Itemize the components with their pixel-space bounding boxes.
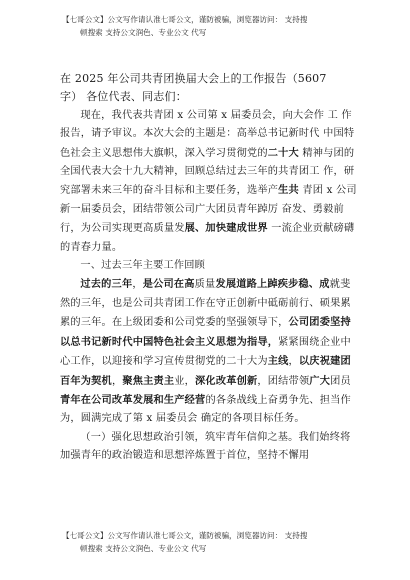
p2-text-u: 的各条战线上奋勇争先、担当作为，圆满完成了第 x 届委员会 确定的各项目标任务。	[60, 394, 351, 425]
p2-bold-k: 以庆祝建团百年为契机	[60, 355, 351, 387]
p2-text-q: ，团结带领	[257, 375, 310, 387]
p1-bold-b: 二十大	[267, 146, 299, 159]
paragraph-intro	[60, 107, 360, 257]
document-body	[60, 70, 360, 466]
p2-text-n: 业，	[174, 375, 196, 387]
p2-bold-a: 过去的三年	[80, 278, 133, 291]
p2-text-b: ，	[132, 279, 143, 291]
footer-line-2: 顿搜索 支持公文润色、专业公文 代写	[80, 543, 207, 553]
p2-text-d: 质量	[194, 279, 216, 291]
p2-bold-i: 主线	[267, 355, 289, 368]
p1-text-e: 青团 x 公司新一届委员会，团结带领公司广大团员青年踔厉 奋发、勇毅前行，为公司实现更高质量发	[60, 185, 357, 235]
p2-text-f: 就斐然的三年，也是公司共青团工作在守正创新中砥砺前行、硕果累累的三年。在上级团委和公司党委的坚强领导下，	[60, 279, 351, 329]
watermark-header	[62, 14, 362, 39]
p2-text-j: ，	[288, 356, 299, 368]
header-line-2: 顿搜索 支持公文润色、专业公文 代写	[80, 27, 207, 37]
salutation: 各位代表、同志们：	[82, 90, 187, 104]
p2-bold-r: 广大	[309, 374, 331, 387]
p2-bold-t: 青年在公司改革发展和生产经营	[60, 393, 206, 406]
watermark-footer	[62, 530, 362, 555]
p2-text-l: ，	[111, 375, 123, 387]
section-heading-1: 一、过去三年主要工作回顾	[80, 260, 206, 272]
title-text-b: 字）	[60, 90, 83, 104]
p2-bold-g: 公司团委坚持以总书记新时代中国特色社会主义思想为指导，	[60, 316, 351, 348]
p1-text-c: 精神与团的全国代表大会十九大精神，回顾总结过去三年的共青团工 作，研究部署未来三年的奋斗目标和主要任务，选举产	[60, 147, 355, 197]
footer-line-1: 【七哥公文】公文写作请认准七哥公文，谨防被骗，浏览器访问： 支持搜	[62, 531, 308, 540]
p2-bold-p: 创新	[236, 374, 258, 387]
p1-text-g: 一流企业贡献磅礴的青春力量。	[60, 223, 355, 253]
p2-text-h: 紧紧围绕企业中心工作，以迎接和学习宣传贯彻党的二十大为	[60, 336, 351, 368]
title-text-a: 在 2025 年公司共青团换届大会上的工作报告（5607	[60, 72, 327, 85]
p2-text-s: 团员	[330, 375, 351, 387]
p2-bold-e: 发展道路上踔疾步稳、成	[215, 278, 330, 291]
p1-bold-d: 生共	[278, 184, 299, 197]
paragraph-subsection-1: （一）强化思想政治引领，筑牢青年信仰之基。我们始终将加强青年的政治锻造和思想淬炼置于首位，坚持不懈用	[60, 431, 351, 462]
p2-bold-o: 深化改革	[195, 374, 237, 387]
header-line-1: 【七哥公文】公文写作请认准七哥公文，谨防被骗，浏览器访问： 支持搜	[62, 15, 308, 24]
p2-bold-c: 是公司在高	[142, 278, 195, 291]
p1-text-a: 现在，我代表共青团 x 公司第 x 届委员会，向大会作 工 作报告，请予审议。本次大会的主题是：高举总书记新时代 中国特色社会主义思想伟大旗帜，深入学习贯彻党的	[60, 109, 355, 159]
p1-bold-f: 展、加快建成世界	[184, 222, 268, 235]
report-title	[60, 70, 360, 107]
paragraph-review	[60, 275, 360, 428]
p2-bold-m: 聚焦主责主	[122, 374, 175, 387]
